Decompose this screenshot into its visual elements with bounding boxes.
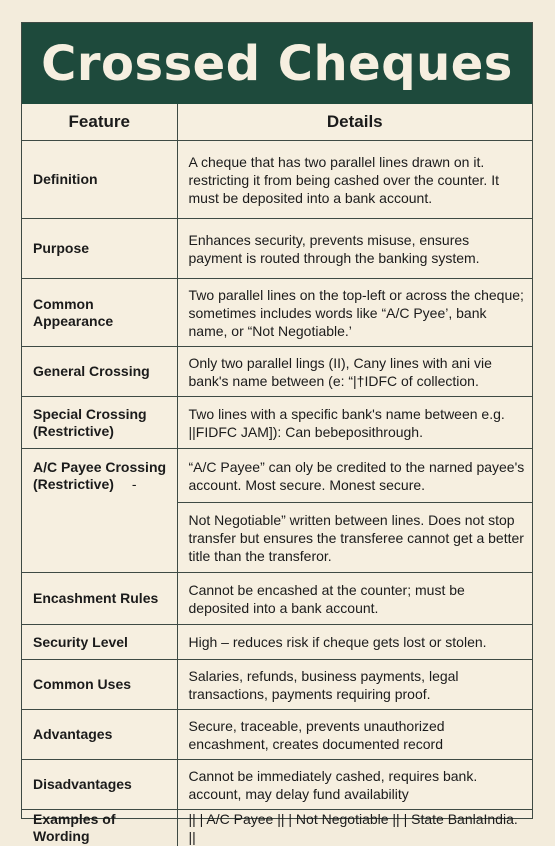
table-row xyxy=(22,219,532,279)
column-header-feature: Feature xyxy=(22,104,177,141)
row-feature-common-appearance: Common Appearance xyxy=(22,279,177,347)
row-details-purpose: Enhances security, prevents misuse, ensures payment is routed through the banking system. xyxy=(177,219,532,279)
row-details-disadvantages: Cannot be immediately cashed, requires bank. account, may delay fund availability xyxy=(177,760,532,810)
table-row xyxy=(22,810,532,846)
page-title: Crossed Cheques xyxy=(41,36,513,92)
cheque-info-card xyxy=(21,22,533,819)
row-feature-disadvantages: Disadvantages xyxy=(22,760,177,810)
row-feature-ac-payee-crossing xyxy=(22,449,177,573)
ac-payee-feature-mark: - xyxy=(132,476,137,492)
row-details-ac-payee-crossing: “A/C Payee” can oly be credited to the narned payee's account. Most secure. Monest secure. xyxy=(177,449,532,503)
table-row xyxy=(22,449,532,503)
row-details-general-crossing: Only two parallel lings (II), Cany lines with ani vie bank's name between (e: “|†IDFC of collection. xyxy=(177,347,532,397)
row-details-examples-of-wording: || | A/C Payee || | Not Negotiable || | State BanlaIndia. || xyxy=(177,810,532,846)
row-details-common-uses: Salaries, refunds, business payments, legal transactions, payments requiring proof. xyxy=(177,660,532,710)
table-row xyxy=(22,279,532,347)
row-feature-special-crossing: Special Crossing (Restrictive) xyxy=(22,397,177,449)
row-feature-common-uses: Common Uses xyxy=(22,660,177,710)
table-header-row xyxy=(22,104,532,141)
table-row xyxy=(22,660,532,710)
table-row xyxy=(22,760,532,810)
row-feature-examples-of-wording: Examples of Wording xyxy=(22,810,177,846)
table-row xyxy=(22,710,532,760)
table-row xyxy=(22,397,532,449)
title-banner xyxy=(22,23,532,104)
row-details-special-crossing: Two lines with a specific bank's name between e.g. ||FIDFC JAM]): Can bebeposithrough. xyxy=(177,397,532,449)
row-details-security-level: High – reduces risk if cheque gets lost or stolen. xyxy=(177,625,532,660)
row-details-definition: A cheque that has two parallel lines drawn on it. restricting it from being cashed over the counter. It must be deposited into a bank account. xyxy=(177,141,532,219)
column-header-details: Details xyxy=(177,104,532,141)
table-row xyxy=(22,625,532,660)
row-feature-purpose: Purpose xyxy=(22,219,177,279)
row-feature-security-level: Security Level xyxy=(22,625,177,660)
row-feature-encashment-rules: Encashment Rules xyxy=(22,573,177,625)
features-table xyxy=(22,104,532,846)
row-details-encashment-rules: Cannot be encashed at the counter; must be deposited into a bank account. xyxy=(177,573,532,625)
row-details-advantages: Secure, traceable, prevents unauthorized encashment, creates documented record xyxy=(177,710,532,760)
row-feature-definition: Definition xyxy=(22,141,177,219)
table-row xyxy=(22,347,532,397)
row-feature-advantages: Advantages xyxy=(22,710,177,760)
table-row xyxy=(22,141,532,219)
table-row xyxy=(22,573,532,625)
row-details-common-appearance: Two parallel lines on the top-left or across the cheque; sometimes includes words like “A/C Pyee’, bank name, or “Not Negotiable.’ xyxy=(177,279,532,347)
ac-payee-feature-label: A/C Payee Crossing (Restrictive) xyxy=(33,459,166,492)
row-details-not-negotiable: Not Negotiable” written between lines. Does not stop transfer but ensures the transferee cannot get a better title than the transferor. xyxy=(177,503,532,573)
row-feature-general-crossing: General Crossing xyxy=(22,347,177,397)
